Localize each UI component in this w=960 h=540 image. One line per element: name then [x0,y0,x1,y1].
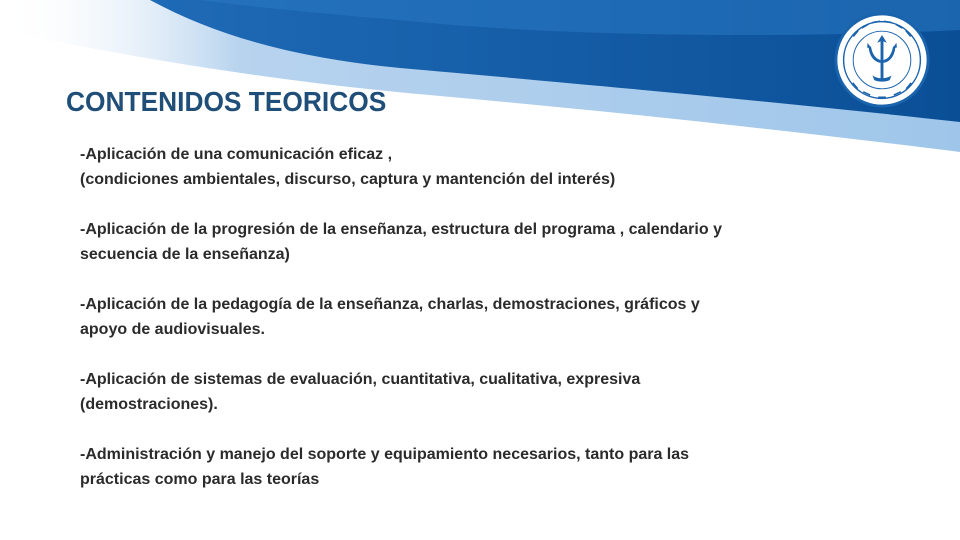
content-item [80,442,800,492]
content-list [80,142,800,492]
content-line: -Aplicación de sistemas de evaluación, cuantitativa, cualitativa, expresiva [80,371,641,388]
content-line: -Administración y manejo del soporte y equipamiento necesarios, tanto para las [80,446,690,463]
content-item [80,292,800,342]
content-line: -Aplicación de una comunicación eficaz , [80,146,393,163]
content-item [80,142,800,192]
header-wave-banner [0,0,960,160]
slide-title: CONTENIDOS TEORICOS [66,86,387,117]
content-item [80,367,800,417]
content-line: apoyo de audiovisuales. [80,321,265,338]
content-line: -Aplicación de la pedagogía de la enseñanza, charlas, demostraciones, gráficos y [80,296,700,313]
content-line: secuencia de la enseñanza) [80,246,290,263]
content-line: (condiciones ambientales, discurso, captura y mantención del interés) [80,171,616,188]
content-item [80,217,800,267]
federation-seal-logo [834,12,930,108]
content-line: (demostraciones). [80,396,218,413]
content-line: prácticas como para las teorías [80,471,320,488]
content-line: -Aplicación de la progresión de la enseñanza, estructura del programa , calendario y [80,221,722,238]
